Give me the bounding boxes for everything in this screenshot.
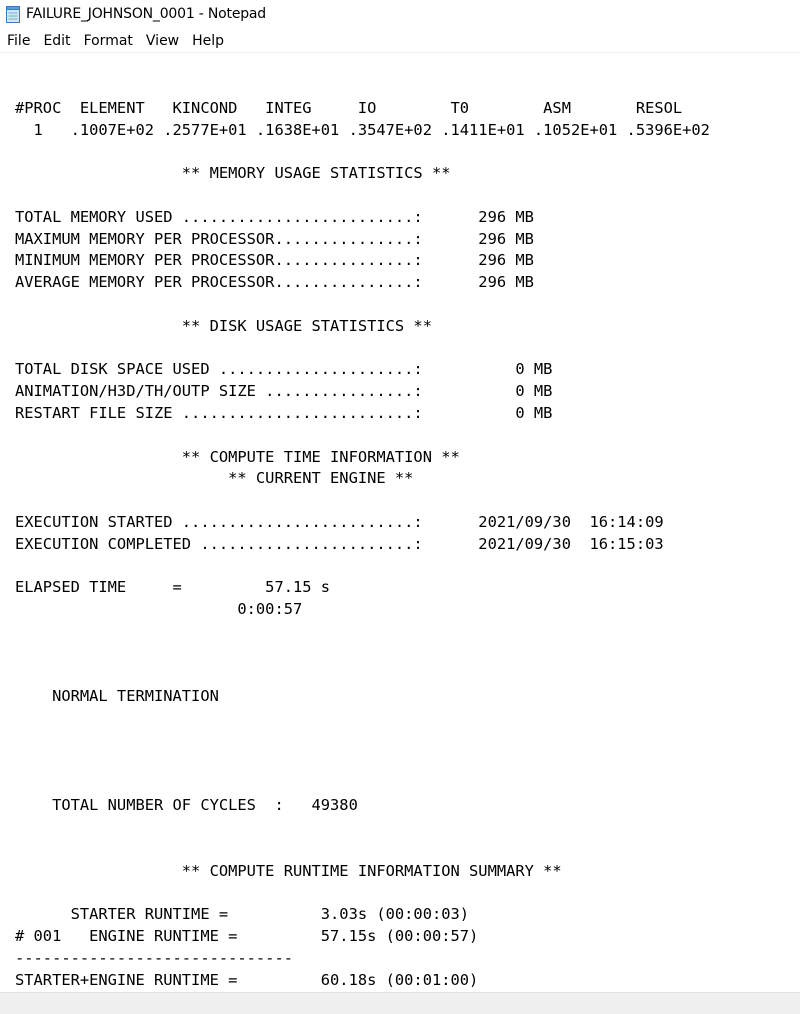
document-line: ELAPSED TIME = 57.15 s [15,578,331,597]
document-line: 1 .1007E+02 .2577E+01 .1638E+01 .3547E+02 .1411E+01 .1052E+01 .5396E+02 [15,120,710,139]
document-line [15,338,710,360]
document-line: ANIMATION/H3D/TH/OUTP SIZE ................: 0 MB [15,382,553,401]
document-line [15,294,710,316]
notepad-icon [6,6,20,23]
document-line: TOTAL NUMBER OF CYCLES : 49380 [15,796,358,815]
menu-view[interactable]: View [145,33,180,49]
document-line: #PROC ELEMENT KINCOND INTEG IO T0 ASM RESOL [15,98,683,117]
status-bar [0,992,800,1014]
window-title: FAILURE_JOHNSON_0001 - Notepad [26,6,266,22]
document-line [15,752,710,774]
menu-format[interactable]: Format [83,33,133,49]
document-line: ** MEMORY USAGE STATISTICS ** [15,164,451,183]
document-line: RESTART FILE SIZE .........................: 0 MB [15,403,553,422]
document-line [15,730,710,752]
document-line [15,774,710,796]
document-line: NORMAL TERMINATION [15,687,219,706]
document-line [15,556,710,578]
document-line: STARTER+ENGINE RUNTIME = 60.18s (00:01:00) [15,970,479,989]
document-line: AVERAGE MEMORY PER PROCESSOR...............: 296 MB [15,273,534,292]
document-line: ** DISK USAGE STATISTICS ** [15,316,432,335]
document-text [15,76,710,991]
document-line [15,141,710,163]
document-line: MINIMUM MEMORY PER PROCESSOR...............: 296 MB [15,251,534,270]
document-line: TOTAL MEMORY USED .........................: 296 MB [15,207,534,226]
document-line [15,882,710,904]
menu-file[interactable]: File [7,33,31,49]
document-line [15,185,710,207]
document-line: EXECUTION COMPLETED .......................: 2021/09/30 16:15:03 [15,534,664,553]
document-line: EXECUTION STARTED .........................: 2021/09/30 16:14:09 [15,512,664,531]
document-line: ** COMPUTE RUNTIME INFORMATION SUMMARY ** [15,861,562,880]
document-line [15,425,710,447]
document-line [15,76,710,98]
document-line [15,490,710,512]
document-line: TOTAL DISK SPACE USED .....................: 0 MB [15,360,553,379]
menu-edit[interactable]: Edit [43,33,71,49]
document-line [15,817,710,839]
document-line [15,665,710,687]
menu-bar [0,30,800,52]
document-line [15,708,710,730]
document-line: MAXIMUM MEMORY PER PROCESSOR...............: 296 MB [15,229,534,248]
document-line: STARTER RUNTIME = 3.03s (00:00:03) [15,905,470,924]
document-line [15,643,710,665]
document-line [15,621,710,643]
document-line: 0:00:57 [15,600,303,619]
menu-help[interactable]: Help [192,33,225,49]
document-line: ------------------------------ [15,948,293,967]
document-line [15,839,710,861]
text-editor[interactable] [0,53,800,992]
title-bar [0,0,800,30]
document-line: ** COMPUTE TIME INFORMATION ** [15,447,460,466]
document-line: ** CURRENT ENGINE ** [15,469,414,488]
document-line: # 001 ENGINE RUNTIME = 57.15s (00:00:57) [15,927,479,946]
